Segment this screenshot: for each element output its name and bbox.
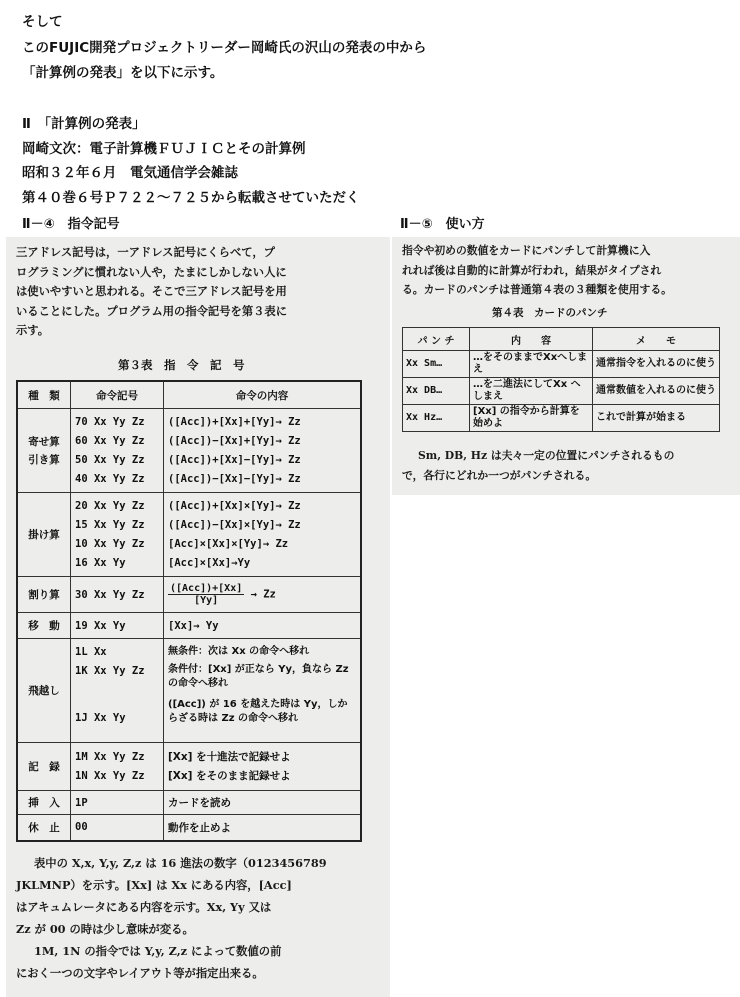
table-row bbox=[17, 639, 361, 743]
content: ([Acc])+[Xx]−[Yy]→ Zz bbox=[168, 453, 301, 466]
code: 40 Xx Yy Zz bbox=[75, 472, 145, 485]
note-line: 1M, 1N の指令では Y,y, Z,z によって数値の前 bbox=[34, 944, 282, 958]
card-punch-table bbox=[402, 327, 720, 432]
content: [Xx] を十進法で記録せよ bbox=[168, 750, 291, 763]
code: 00 bbox=[71, 815, 164, 841]
note-line: Zz が 00 の時は少し意味が変る。 bbox=[16, 922, 194, 936]
table-row bbox=[403, 351, 720, 378]
type-label: 割り算 bbox=[17, 577, 71, 613]
content: [Acc]×[Xx]×[Yy]→ Zz bbox=[168, 537, 289, 550]
table-row bbox=[17, 743, 361, 791]
type-label: 掛け算 bbox=[17, 493, 71, 577]
intro-line: 指令や初めの数値をカードにパンチして計算機に入 bbox=[402, 244, 651, 257]
right-section-heading: Ⅱ－⑤ 使い方 bbox=[400, 217, 485, 232]
note-line: 表中の X,x, Y,y, Z,z は 16 進法の数字（0123456789 bbox=[34, 856, 327, 870]
type-label: 飛越し bbox=[17, 639, 71, 743]
left-section-heading: Ⅱ－④ 指令記号 bbox=[22, 217, 120, 232]
instruction-code-table bbox=[16, 380, 362, 842]
fraction bbox=[168, 583, 244, 606]
note-line: で，各行にどれか一つがパンチされる。 bbox=[402, 469, 597, 482]
left-intro-paragraph bbox=[16, 243, 376, 341]
left-notes-paragraph bbox=[16, 852, 378, 984]
header-line-3: 「計算例の発表」を以下に示す。 bbox=[22, 65, 224, 81]
header-line-1: そして bbox=[22, 14, 63, 30]
denominator: [Yy] bbox=[194, 595, 219, 606]
note-line: におく一つの文字やレイアウト等が指定出来る。 bbox=[16, 966, 264, 980]
content: [Xx] をそのまま記録せよ bbox=[168, 769, 291, 782]
content: 条件付：[Xx] が正なら Yy，負なら Zz の命令へ移れ bbox=[168, 663, 349, 689]
note-line: はアキュムレータにある内容を示す。Xx, Yy 又は bbox=[16, 900, 272, 914]
numerator: ([Acc])+[Xx] bbox=[170, 583, 243, 594]
table3-caption: 第３表 指 令 記 号 bbox=[118, 358, 245, 372]
col-header-type: 種 類 bbox=[17, 381, 71, 409]
intro-line: は使いやすいと思われる。そこで三アドレス記号を用 bbox=[16, 284, 287, 298]
code: 1J Xx Yy bbox=[75, 711, 126, 724]
memo-cell: 通常指令を入れるのに使う bbox=[593, 351, 720, 378]
code: 1K Xx Yy Zz bbox=[75, 664, 145, 677]
type-label: 記 録 bbox=[17, 743, 71, 791]
type-label: 挿 入 bbox=[17, 791, 71, 815]
memo-cell: 通常数値を入れるのに使う bbox=[593, 378, 720, 405]
content: [Acc]×[Xx]→Yy bbox=[168, 556, 251, 569]
intro-line: いることにした。プログラム用の指令記号を第３表に bbox=[16, 303, 288, 318]
table-row bbox=[17, 409, 361, 493]
code: 16 Xx Yy bbox=[75, 556, 126, 569]
intro-line: れれば後は自動的に計算が行われ，結果がタイプされ bbox=[402, 263, 662, 277]
intro-line: 示す。 bbox=[16, 323, 49, 337]
intro-line: 三アドレス記号は，一アドレス記号にくらべて，プ bbox=[16, 245, 275, 259]
code: 60 Xx Yy Zz bbox=[75, 434, 145, 447]
punch-cell: Xx Hz… bbox=[403, 405, 470, 432]
content: ([Acc])−[Xx]−[Yy]→ Zz bbox=[168, 472, 301, 485]
code: 1P bbox=[71, 791, 164, 815]
division-result: → Zz bbox=[250, 588, 276, 601]
table-row bbox=[17, 791, 361, 815]
type-label: 寄せ算 引き算 bbox=[17, 409, 71, 493]
table4-caption: 第４表 カードのパンチ bbox=[492, 307, 608, 319]
section-title: Ⅱ 「計算例の発表」 bbox=[22, 116, 146, 132]
header-line-2: このFUJIC開発プロジェクトリーダー岡崎氏の沢山の発表の中から bbox=[22, 40, 427, 56]
content-cell: …をそのままでXxへしまえ bbox=[470, 351, 593, 378]
table-row bbox=[17, 613, 361, 639]
code: 15 Xx Yy Zz bbox=[75, 518, 145, 531]
content: 無条件：次は Xx の命令へ移れ bbox=[168, 645, 310, 657]
table-row bbox=[403, 378, 720, 405]
memo-cell: これで計算が始まる bbox=[593, 405, 720, 432]
date-line: 昭和３２年６月 電気通信学会雑誌 bbox=[22, 165, 238, 181]
note-line: Sm, DB, Hz は夫々一定の位置にパンチされるもの bbox=[418, 449, 675, 462]
author-line: 岡崎文次：電子計算機ＦＵＪＩＣとその計算例 bbox=[22, 141, 306, 157]
right-intro-paragraph bbox=[402, 241, 732, 300]
content: カードを読め bbox=[164, 791, 362, 815]
code: 20 Xx Yy Zz bbox=[75, 499, 145, 512]
code: 1L Xx bbox=[75, 645, 107, 658]
code: 10 Xx Yy Zz bbox=[75, 537, 145, 550]
code: 19 Xx Yy bbox=[71, 613, 164, 639]
table-row bbox=[403, 405, 720, 432]
content: ([Acc])+[Xx]×[Yy]→ Zz bbox=[168, 499, 301, 512]
content: ([Acc])−[Xx]+[Yy]→ Zz bbox=[168, 434, 301, 447]
col-header-punch: パ ン チ bbox=[403, 328, 470, 351]
type-label: 移 動 bbox=[17, 613, 71, 639]
content: ([Acc])−[Xx]×[Yy]→ Zz bbox=[168, 518, 301, 531]
content: ([Acc]) が 16 を越えた時は Yy，しからざる時は Zz の命令へ移れ bbox=[168, 698, 348, 724]
content-cell: …を二進法にしてXx へしまえ bbox=[470, 378, 593, 405]
intro-line: ログラミングに慣れない人や，たまにしかしない人に bbox=[16, 264, 287, 279]
code: 1N Xx Yy Zz bbox=[75, 769, 145, 782]
content-cell: [Xx] の指令から計算を始めよ bbox=[470, 405, 593, 432]
content: 動作を止めよ bbox=[164, 815, 362, 841]
content: [Xx]→ Yy bbox=[164, 613, 362, 639]
col-header-memo: メ モ bbox=[593, 328, 720, 351]
code: 1M Xx Yy Zz bbox=[75, 750, 145, 763]
table-row bbox=[17, 493, 361, 577]
punch-cell: Xx DB… bbox=[403, 378, 470, 405]
col-header-content: 内 容 bbox=[470, 328, 593, 351]
content: ([Acc])+[Xx]+[Yy]→ Zz bbox=[168, 415, 301, 428]
code: 70 Xx Yy Zz bbox=[75, 415, 145, 428]
table-row bbox=[17, 577, 361, 613]
table-row bbox=[17, 815, 361, 841]
note-line: JKLMNP）を示す。[Xx] は Xx にある内容，[Acc] bbox=[16, 878, 292, 892]
col-header-code: 命令記号 bbox=[71, 381, 164, 409]
code: 50 Xx Yy Zz bbox=[75, 453, 145, 466]
volume-line: 第４０巻６号Ｐ７２２～７２５から転載させていただく bbox=[22, 190, 360, 206]
punch-cell: Xx Sm… bbox=[403, 351, 470, 378]
code: 30 Xx Yy Zz bbox=[71, 577, 164, 613]
intro-line: る。カードのパンチは普通第４表の３種類を使用する。 bbox=[402, 283, 672, 296]
type-label: 休 止 bbox=[17, 815, 71, 841]
right-notes-paragraph bbox=[402, 446, 732, 486]
col-header-content: 命令の内容 bbox=[164, 381, 362, 409]
